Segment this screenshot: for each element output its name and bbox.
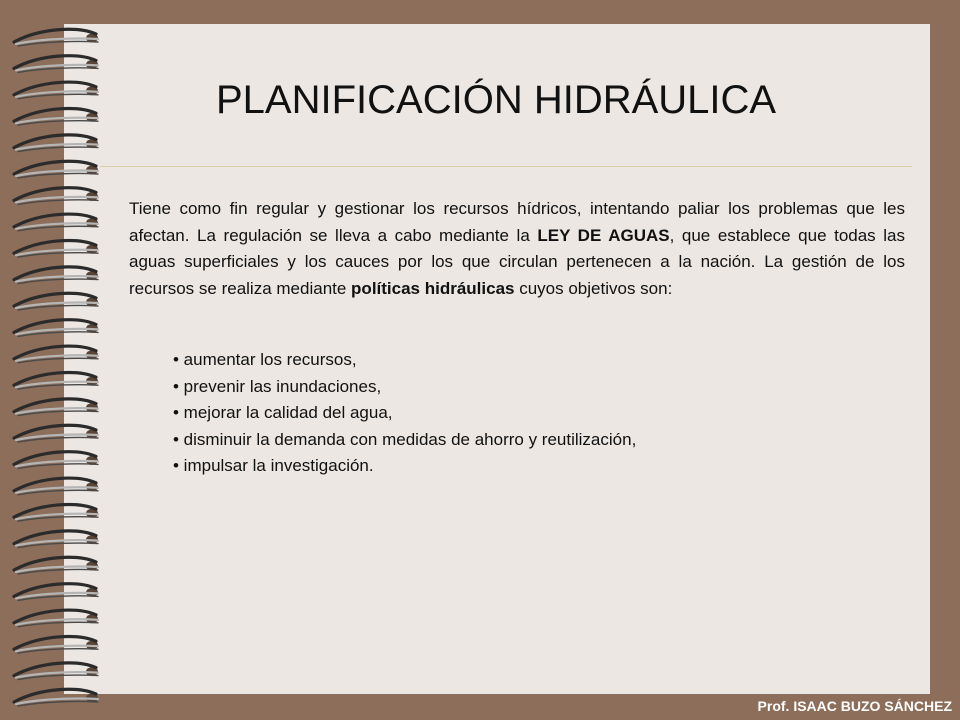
spiral-ring <box>14 161 98 178</box>
title-divider <box>100 166 912 167</box>
paragraph-bold-ley: LEY DE AGUAS <box>537 225 670 245</box>
spiral-ring <box>14 214 98 231</box>
list-item: • mejorar la calidad del agua, <box>173 403 393 422</box>
spiral-ring <box>14 188 98 205</box>
spiral-ring <box>14 637 98 654</box>
list-item: • impulsar la investigación. <box>173 456 374 475</box>
paragraph-text-2: , que establece que todas las aguas superficiales y los cauces por los que circulan pertenecen a la nación. La gestión de los recursos se realiza mediante <box>129 225 905 298</box>
spiral-ring <box>14 478 98 495</box>
author-footer: Prof. ISAAC BUZO SÁNCHEZ <box>757 698 952 714</box>
objectives-list <box>173 347 636 480</box>
list-item: • aumentar los recursos, <box>173 350 357 369</box>
page-title: PLANIFICACIÓN HIDRÁULICA <box>216 78 777 122</box>
spiral-ring <box>14 425 98 442</box>
spiral-ring <box>14 267 98 284</box>
spiral-ring <box>14 689 98 706</box>
spiral-ring <box>14 346 98 363</box>
spiral-ring <box>14 373 98 390</box>
spiral-ring <box>14 557 98 574</box>
paragraph-bold-politicas: políticas hidráulicas <box>351 278 515 298</box>
spiral-ring <box>14 135 98 152</box>
paragraph-text-3: cuyos objetivos son: <box>514 278 673 298</box>
spiral-ring <box>14 531 98 548</box>
spiral-ring <box>14 584 98 601</box>
list-item: • disminuir la demanda con medidas de ahorro y reutilización, <box>173 429 637 449</box>
paragraph-text-1: Tiene como fin regular y gestionar los recursos hídricos, intentando paliar los problemas que les afectan. La regulación se lleva a cabo mediante la <box>129 199 905 245</box>
spiral-binding-icon <box>0 0 110 720</box>
spiral-ring <box>14 505 98 522</box>
spiral-ring <box>14 29 98 46</box>
spiral-ring <box>14 320 98 337</box>
spiral-ring <box>14 399 98 416</box>
intro-paragraph <box>129 196 905 302</box>
list-item: • prevenir las inundaciones, <box>173 376 382 396</box>
spiral-ring <box>14 82 98 99</box>
spiral-ring <box>14 610 98 627</box>
spiral-ring <box>14 241 98 258</box>
spiral-ring <box>14 109 98 126</box>
spiral-ring <box>14 452 98 469</box>
spiral-ring <box>14 56 98 73</box>
spiral-ring <box>14 293 98 310</box>
spiral-ring <box>14 663 98 680</box>
